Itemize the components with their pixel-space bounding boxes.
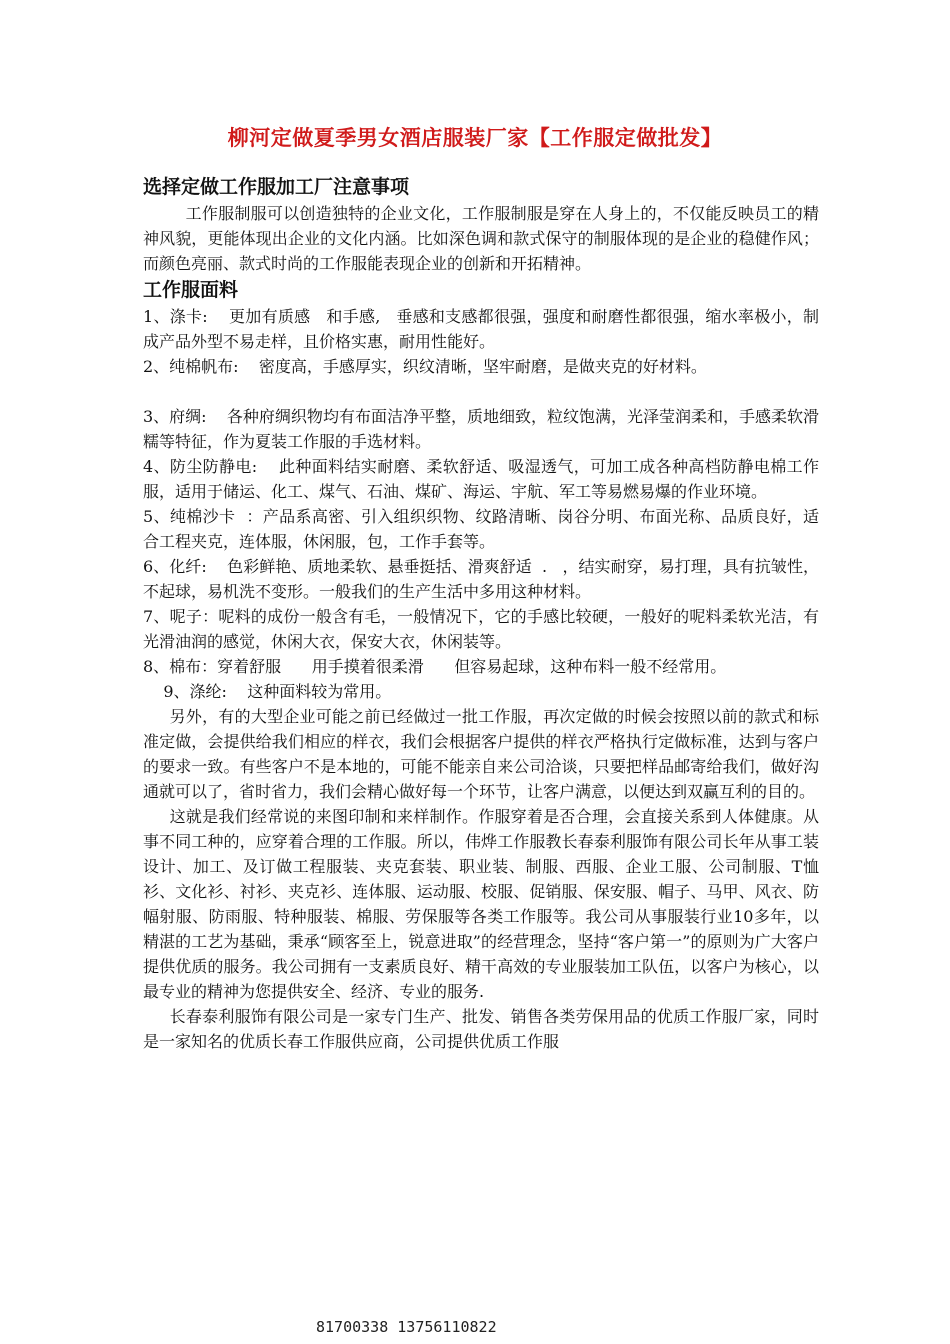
- blank-line: [143, 379, 819, 404]
- document-body: [143, 173, 819, 1054]
- fabric-item-6: 6、化纤: 色彩鲜艳、质地柔软、悬垂挺括、滑爽舒适 . ，结实耐穿，易打理，具有抗皱性，不起球，易机洗不变形。一般我们的生产生活中多用这种材料。: [143, 557, 819, 601]
- supplier-paragraph: 长春泰利服饰有限公司是一家专门生产、批发、销售各类劳保用品的优质工作服厂家，同时是一家知名的优质长春工作服供应商，公司提供优质工作服: [143, 1007, 819, 1051]
- fabric-item-5: 5、纯棉沙卡 ：产品系高密、引入组织织物、纹路清晰、岗谷分明、布面光称、品质良好，适合工程夹克，连体服，休闲服，包，工作手套等。: [143, 507, 819, 551]
- fabric-item-2: 2、纯棉帆布: 密度高，手感厚实，织纹清晰，坚牢耐磨，是做夹克的好材料。: [143, 357, 707, 376]
- sample-paragraph: 另外，有的大型企业可能之前已经做过一批工作服，再次定做的时候会按照以前的款式和标准定做，会提供给我们相应的样衣，我们会根据客户提供的样衣严格执行定做标准，达到与客户的要求一致。有些客户不是本地的，可能不能亲自来公司洽谈，只要把样品邮寄给我们，做好沟通就可以了，省时省力，我们会精心做好每一个环节，让客户满意，以便达到双赢互利的目的。: [143, 707, 819, 801]
- fabric-item-7: 7、呢子：呢料的成份一般含有毛，一般情况下，它的手感比较硬，一般好的呢料柔软光洁，有光滑油润的感觉，休闲大衣，保安大衣，休闲装等。: [143, 607, 819, 651]
- fabric-item-8: 8、棉布：穿着舒服 用手摸着很柔滑 但容易起球，这种布料一般不经常用。: [143, 657, 727, 676]
- fabric-item-1: 1、涤卡: 更加有质感 和手感, 垂感和支感都很强，强度和耐磨性都很强，缩水率极小，制成产品外型不易走样，且价格实惠，耐用性能好。: [143, 307, 819, 351]
- section-heading-notes: 选择定做工作服加工厂注意事项: [143, 176, 410, 198]
- document-title: 柳河定做夏季男女酒店服装厂家【工作服定做批发】: [227, 126, 723, 150]
- fabric-item-3: 3、府绸: 各种府绸织物均有布面洁净平整，质地细致，粒纹饱满，光泽莹润柔和，手感柔软滑糯等特征，作为夏装工作服的手选材料。: [143, 407, 819, 451]
- fabric-item-4: 4、防尘防静电: 此种面料结实耐磨、柔软舒适、吸湿透气，可加工成各种高档防静电棉工作服，适用于储运、化工、煤气、石油、煤矿、海运、宇航、军工等易燃易爆的作业环境。: [143, 457, 819, 501]
- company-paragraph: 这就是我们经常说的来图印制和来样制作。作服穿着是否合理，会直接关系到人体健康。从事不同工种的，应穿着合理的工作服。所以，伟烨工作服教长春泰利服饰有限公司长年从事工装设计、加工、及订做工程服装、夹克套装、职业装、制服、西服、企业工服、公司制服、T恤衫、文化衫、衬衫、夹克衫、连体服、运动服、校服、促销服、保安服、帽子、马甲、风衣、防幅射服、防雨服、特种服装、棉服、劳保服等各类工作服等。我公司从事服装行业10多年，以精湛的工艺为基础，秉承“顾客至上，锐意进取”的经营理念，坚持“客户第一”的原则为广大客户提供优质的服务。我公司拥有一支素质良好、精干高效的专业服装加工队伍，以客户为核心，以最专业的精神为您提供安全、经济、专业的服务.: [143, 807, 819, 1001]
- intro-paragraph: 工作服制服可以创造独特的企业文化，工作服制服是穿在人身上的，不仅能反映员工的精神风貌，更能体现出企业的文化内涵。比如深色调和款式保守的制服体现的是企业的稳健作风；而颜色亮丽、款式时尚的工作服能表现企业的创新和开拓精神。: [143, 204, 819, 273]
- section-heading-fabrics: 工作服面料: [143, 279, 239, 301]
- fabric-item-9: 9、涤纶: 这种面料较为常用。: [143, 682, 392, 701]
- footer-phone-numbers: 81700338 13756110822: [316, 1318, 497, 1336]
